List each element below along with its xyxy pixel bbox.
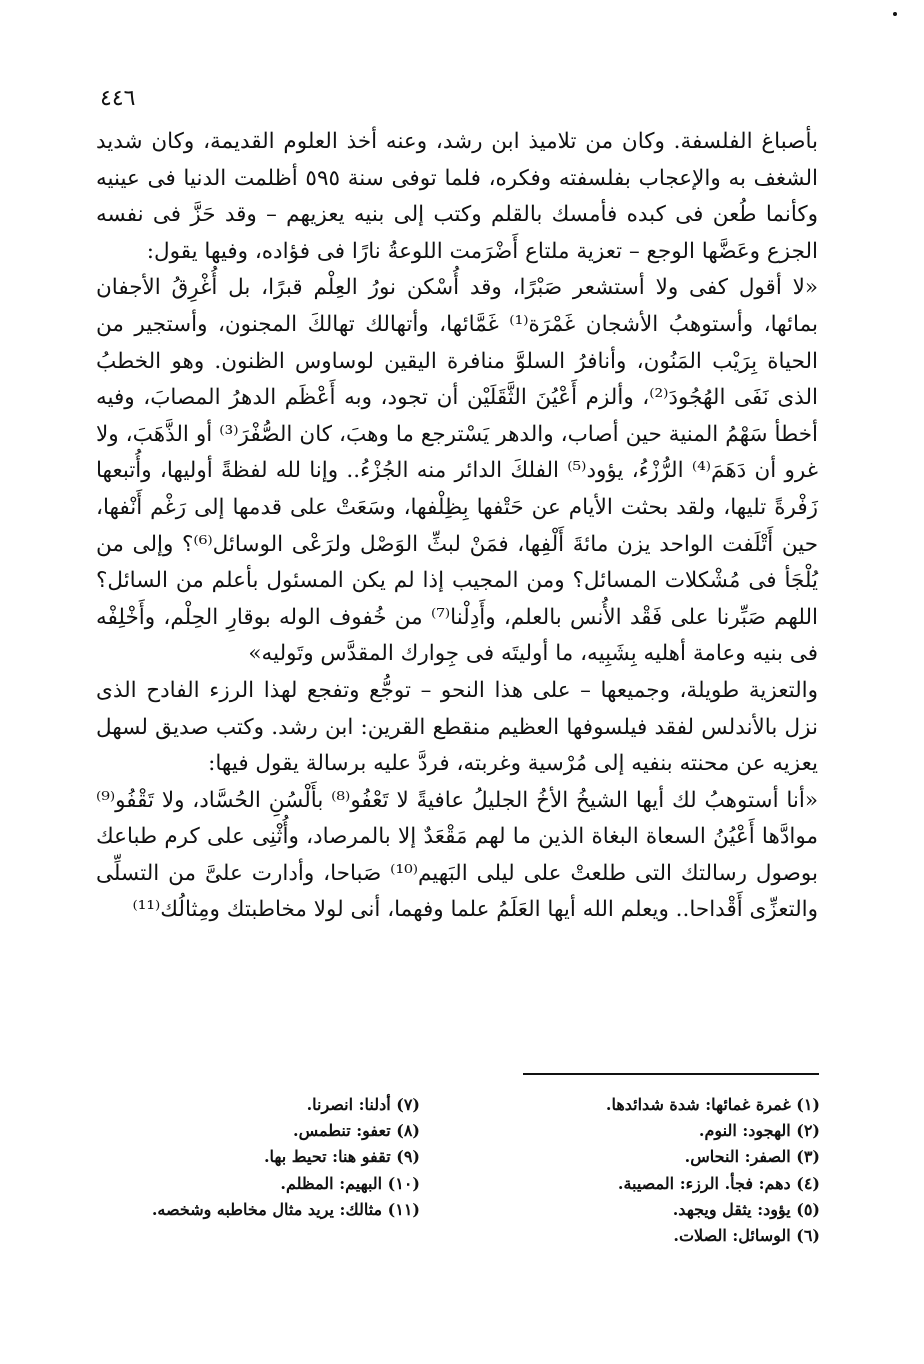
footnote: (٣) الصفر: النحاس. xyxy=(684,1147,820,1167)
footnote: (٤) دهم: فجأ. الرزء: المصيبة. xyxy=(617,1173,820,1193)
paragraph-quote-condolence: «لا أقول كفى ولا أستشعر صَبْرًا، وقد أُسْكن نورُ العِلْم قبرًا، بل أُغْرِقُ الأجفان بمائها، وأستوهبُ الأشجان غَمْرَة⁽¹⁾ غَمَّائها، وأتهالك تهالكَ المجنون، وأستجير من الحياة بِرَيْب المَنُون، وأنافرُ السلوَّ منافرة اليقين لوساوس الظنون. وهو الخطبُ الذى نَفَى الهُجُودَ⁽²⁾، وألزم أَعْيُنَ الثَّقَلَيْن أن تجود، وبه أَعْظَم الدهرُ المصابَ، وفيه أخطأ سَهْمُ المنية حين أصاب، والدهر يَسْترجع ما وهبَ، كان الصُّفْرَ⁽³⁾ أو الذَّهَبَ، ولا غرو أن دَهَمَ⁽⁴⁾ الرُّزْءُ، يؤود⁽⁵⁾ الفلكَ الدائر منه الجُزْءُ.. وإنا لله لفظةً أوليها، وأُتبعها زَفْرةً تليها، ولقد بحثت الأيام عن حَتْفها بِظِلْفها، وسَعَتْ على قدمها إلى رَغْم أَنْفها، حين أَتْلَفت الواحد يزن مائةَ أَلْفِها، فمَنْ لبثِّ الوَصْل ولرَعْى الوسائل⁽⁶⁾؟ وإلى من يُلْجَأ فى مُشْكلات المسائل؟ ومن المجيب إذا لم يكن المسئول بأعلم من السائل؟ اللهم صَبِّرنا على فَقْد الأُنس بالعلم، وأَدِلْنا⁽⁷⁾ من خُفوف الوله بوقارِ الحِلْم، وأَخْلِفْه فى بنيه وعامة أهليه بِشَبِيه، ما أوليتَه فى جِوارك المقدَّس وتَوليه» xyxy=(96,275,818,667)
footnote: (١١) مثالك: يريد مثال مخاطبه وشخصه. xyxy=(151,1199,420,1219)
footnote: (٩) تقفو هنا: تحيط بها. xyxy=(263,1147,420,1167)
footnote: (١٠) البهيم: المظلم. xyxy=(280,1173,420,1193)
footnotes-right-column xyxy=(606,1092,820,1249)
footnote: (٥) يؤود: يثقل ويجهد. xyxy=(672,1199,820,1219)
footnote: (١) غمرة غمائها: شدة شدائدها. xyxy=(605,1095,820,1114)
footnotes-left-column xyxy=(152,1092,420,1223)
body-text xyxy=(96,124,818,929)
paragraph-commentary: والتعزية طويلة، وجميعها – على هذا النحو – توجُّع وتفجع لهذا الرزء الفادح الذى نزل بالأندلس لفقد فيلسوفها العظيم منقطع القرين: ابن رشد. وكتب صديق لسهل يعزيه عن محنته بنفيه إلى مُرْسية وغربته، فردَّ عليه برسالة يقول فيها: xyxy=(96,677,818,777)
footnote: (٨) تعفو: تنطمس. xyxy=(293,1121,420,1141)
footnote: (٧) أدلنا: انصرنا. xyxy=(306,1095,420,1114)
paragraph-intro: بأصباغ الفلسفة. وكان من تلاميذ ابن رشد، وعنه أخذ العلوم القديمة، وكان شديد الشغف به والإعجاب بفلسفته وفكره، فلما توفى سنة ٥٩٥ أظلمت الدنيا فى عينيه وكأنما طُعن فى كبده فأمسك بالقلم وكتب إلى بنيه يعزيهم – وقد حَزَّ فى نفسه الجزع وعَضَّها الوجع – تعزية ملتاع أَضْرَمت اللوعةُ نارًا فى فؤاده، وفيها يقول: xyxy=(96,129,818,264)
page-number: ٤٤٦ xyxy=(100,86,136,111)
footnote-divider xyxy=(523,1073,819,1075)
footnote: (٢) الهجود: النوم. xyxy=(698,1121,820,1141)
footnote: (٦) الوسائل: الصلات. xyxy=(673,1226,820,1246)
scan-mark xyxy=(893,12,897,16)
paragraph-quote-letter: «أنا أستوهبُ لك أيها الشيخُ الأخُ الجليلُ عافيةً لا تَعْفُو⁽⁸⁾ بأَلْسُنِ الحُسَّاد، ولا تَقْفُو⁽⁹⁾ موادَّها أَعْيُنُ السعاة البغاة الذين ما لهم مَقْعَدٌ إلا بالمرصاد، وأُثْنِى على كرم طباعك بوصول رسالتك التى طلعتْ على ليلى البَهيم⁽¹⁰⁾ صَباحا، وأدارت علىَّ من التسلِّى والتعزِّى أَقْداحا.. ويعلم الله أيها العَلَمُ علما وفهما، أنى لولا مخاطبتك ومِثالُك⁽¹¹⁾ xyxy=(96,787,818,923)
